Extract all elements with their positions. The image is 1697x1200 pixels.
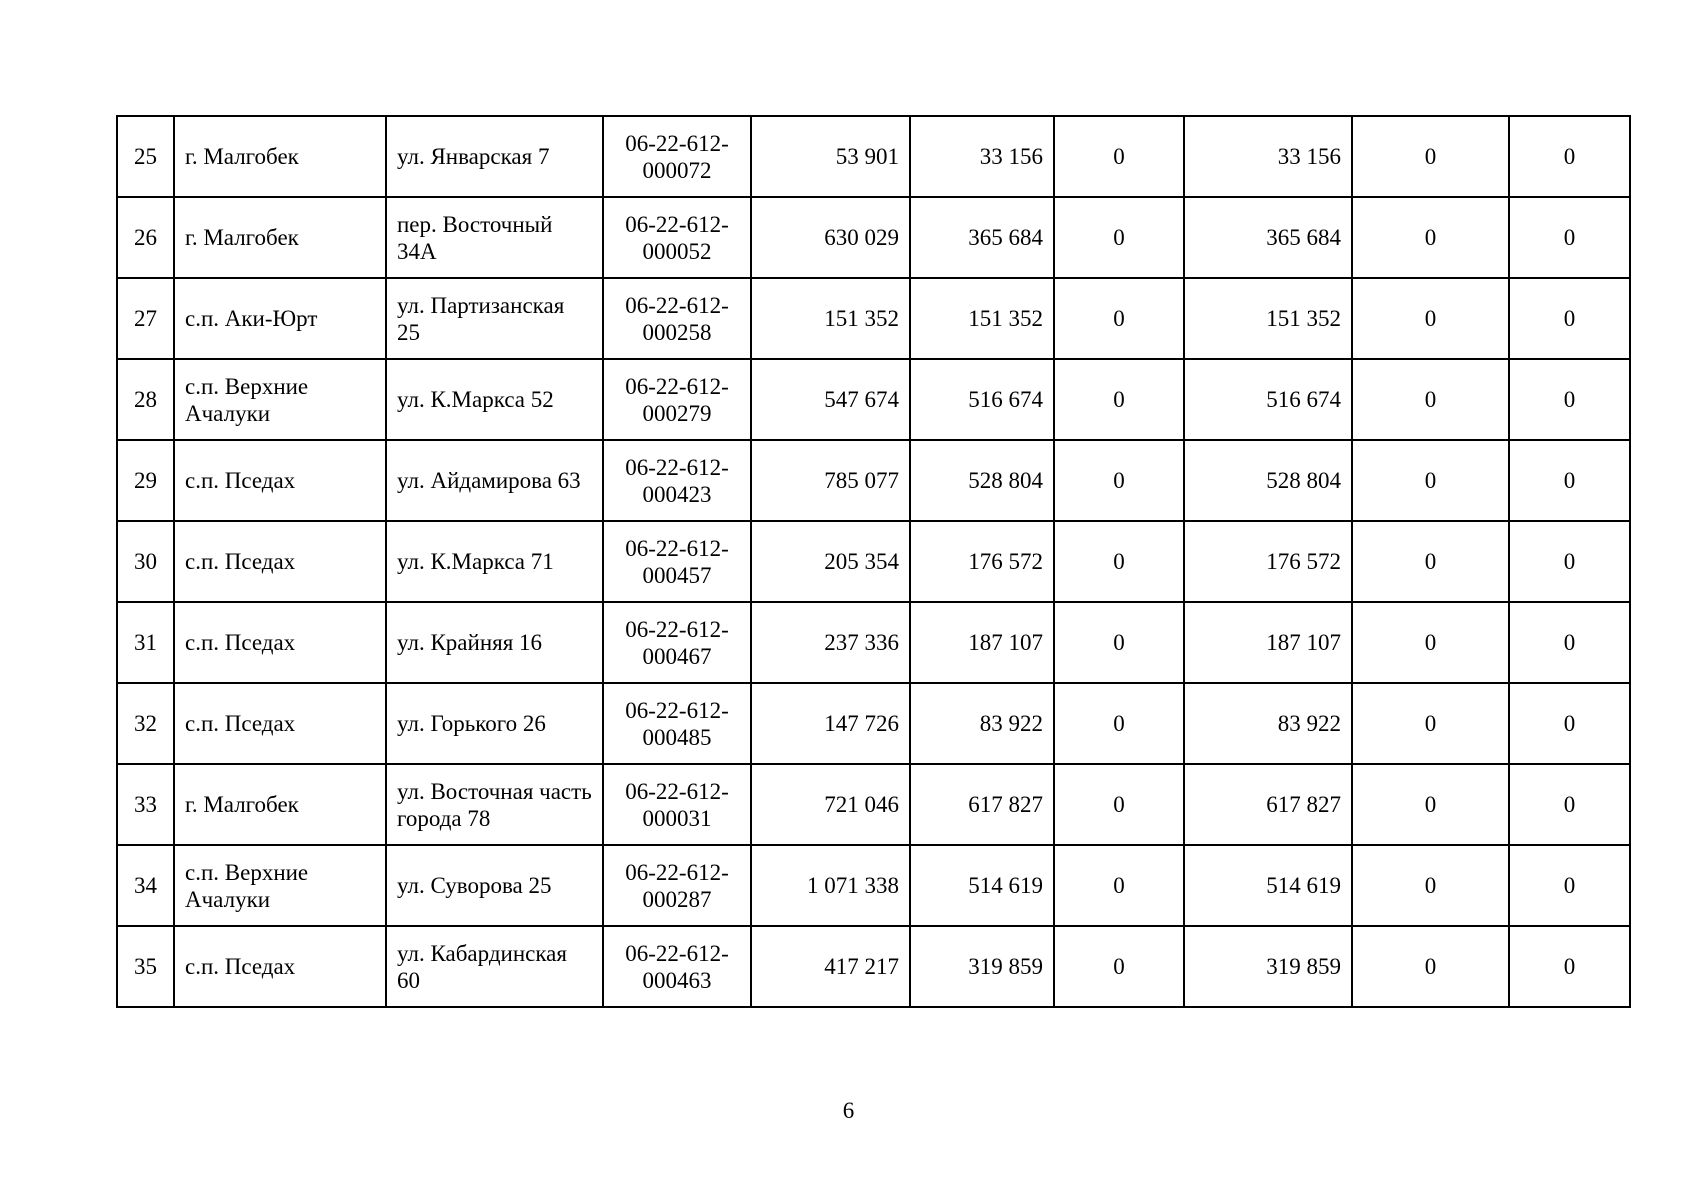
value-3-cell: 0 xyxy=(1054,764,1184,845)
value-6-cell: 0 xyxy=(1509,926,1630,1007)
locality-cell: г. Малгобек xyxy=(174,197,386,278)
value-6-cell: 0 xyxy=(1509,602,1630,683)
identifier-code-cell: 06-22-612-000457 xyxy=(603,521,751,602)
value-1-cell: 721 046 xyxy=(751,764,910,845)
table-body xyxy=(117,116,1630,1007)
row-number-cell: 26 xyxy=(117,197,174,278)
table-row xyxy=(117,278,1630,359)
value-3-cell: 0 xyxy=(1054,926,1184,1007)
value-2-cell: 516 674 xyxy=(910,359,1054,440)
value-2-cell: 151 352 xyxy=(910,278,1054,359)
value-4-cell: 319 859 xyxy=(1184,926,1352,1007)
row-number-cell: 32 xyxy=(117,683,174,764)
locality-cell: с.п. Пседах xyxy=(174,926,386,1007)
locality-cell: с.п. Пседах xyxy=(174,602,386,683)
value-2-cell: 528 804 xyxy=(910,440,1054,521)
locality-cell: с.п. Аки-Юрт xyxy=(174,278,386,359)
value-5-cell: 0 xyxy=(1352,197,1509,278)
table-row xyxy=(117,764,1630,845)
value-4-cell: 33 156 xyxy=(1184,116,1352,197)
locality-cell: г. Малгобек xyxy=(174,764,386,845)
table-row xyxy=(117,440,1630,521)
value-4-cell: 176 572 xyxy=(1184,521,1352,602)
value-1-cell: 785 077 xyxy=(751,440,910,521)
value-2-cell: 319 859 xyxy=(910,926,1054,1007)
row-number-cell: 30 xyxy=(117,521,174,602)
address-cell: ул. Крайняя 16 xyxy=(386,602,603,683)
value-4-cell: 365 684 xyxy=(1184,197,1352,278)
value-3-cell: 0 xyxy=(1054,602,1184,683)
locality-cell: с.п. Пседах xyxy=(174,440,386,521)
locality-cell: с.п. Пседах xyxy=(174,521,386,602)
row-number-cell: 34 xyxy=(117,845,174,926)
value-5-cell: 0 xyxy=(1352,116,1509,197)
identifier-code-cell: 06-22-612-000052 xyxy=(603,197,751,278)
value-3-cell: 0 xyxy=(1054,683,1184,764)
identifier-code-cell: 06-22-612-000287 xyxy=(603,845,751,926)
value-5-cell: 0 xyxy=(1352,845,1509,926)
address-cell: ул. Горького 26 xyxy=(386,683,603,764)
identifier-code-cell: 06-22-612-000072 xyxy=(603,116,751,197)
identifier-code-cell: 06-22-612-000467 xyxy=(603,602,751,683)
value-5-cell: 0 xyxy=(1352,359,1509,440)
value-3-cell: 0 xyxy=(1054,359,1184,440)
address-cell: ул. Суворова 25 xyxy=(386,845,603,926)
row-number-cell: 33 xyxy=(117,764,174,845)
locality-cell: с.п. Верхние Ачалуки xyxy=(174,359,386,440)
value-2-cell: 83 922 xyxy=(910,683,1054,764)
value-4-cell: 151 352 xyxy=(1184,278,1352,359)
address-cell: ул. Восточная часть города 78 xyxy=(386,764,603,845)
row-number-cell: 28 xyxy=(117,359,174,440)
address-cell: ул. Январская 7 xyxy=(386,116,603,197)
table-row xyxy=(117,359,1630,440)
row-number-cell: 27 xyxy=(117,278,174,359)
value-3-cell: 0 xyxy=(1054,521,1184,602)
table-row xyxy=(117,845,1630,926)
identifier-code-cell: 06-22-612-000485 xyxy=(603,683,751,764)
value-6-cell: 0 xyxy=(1509,764,1630,845)
row-number-cell: 31 xyxy=(117,602,174,683)
value-6-cell: 0 xyxy=(1509,197,1630,278)
value-6-cell: 0 xyxy=(1509,278,1630,359)
value-5-cell: 0 xyxy=(1352,926,1509,1007)
table-row xyxy=(117,683,1630,764)
value-2-cell: 33 156 xyxy=(910,116,1054,197)
value-2-cell: 176 572 xyxy=(910,521,1054,602)
value-3-cell: 0 xyxy=(1054,845,1184,926)
value-4-cell: 617 827 xyxy=(1184,764,1352,845)
value-3-cell: 0 xyxy=(1054,278,1184,359)
address-cell: ул. К.Маркса 52 xyxy=(386,359,603,440)
identifier-code-cell: 06-22-612-000463 xyxy=(603,926,751,1007)
identifier-code-cell: 06-22-612-000258 xyxy=(603,278,751,359)
value-5-cell: 0 xyxy=(1352,764,1509,845)
value-4-cell: 83 922 xyxy=(1184,683,1352,764)
row-number-cell: 35 xyxy=(117,926,174,1007)
value-4-cell: 528 804 xyxy=(1184,440,1352,521)
identifier-code-cell: 06-22-612-000423 xyxy=(603,440,751,521)
value-4-cell: 516 674 xyxy=(1184,359,1352,440)
identifier-code-cell: 06-22-612-000031 xyxy=(603,764,751,845)
value-3-cell: 0 xyxy=(1054,116,1184,197)
row-number-cell: 25 xyxy=(117,116,174,197)
value-5-cell: 0 xyxy=(1352,440,1509,521)
address-cell: ул. Айдамирова 63 xyxy=(386,440,603,521)
value-5-cell: 0 xyxy=(1352,602,1509,683)
value-1-cell: 417 217 xyxy=(751,926,910,1007)
identifier-code-cell: 06-22-612-000279 xyxy=(603,359,751,440)
value-5-cell: 0 xyxy=(1352,521,1509,602)
table-row xyxy=(117,602,1630,683)
value-4-cell: 187 107 xyxy=(1184,602,1352,683)
value-1-cell: 147 726 xyxy=(751,683,910,764)
road-register-table xyxy=(116,115,1631,1008)
value-6-cell: 0 xyxy=(1509,683,1630,764)
table-row xyxy=(117,197,1630,278)
locality-cell: с.п. Верхние Ачалуки xyxy=(174,845,386,926)
page-number: 6 xyxy=(842,1098,855,1123)
value-6-cell: 0 xyxy=(1509,845,1630,926)
value-1-cell: 1 071 338 xyxy=(751,845,910,926)
table-row xyxy=(117,116,1630,197)
table-row xyxy=(117,926,1630,1007)
value-1-cell: 237 336 xyxy=(751,602,910,683)
value-2-cell: 514 619 xyxy=(910,845,1054,926)
value-2-cell: 187 107 xyxy=(910,602,1054,683)
row-number-cell: 29 xyxy=(117,440,174,521)
value-2-cell: 365 684 xyxy=(910,197,1054,278)
value-5-cell: 0 xyxy=(1352,683,1509,764)
address-cell: пер. Восточный 34А xyxy=(386,197,603,278)
value-2-cell: 617 827 xyxy=(910,764,1054,845)
value-5-cell: 0 xyxy=(1352,278,1509,359)
value-6-cell: 0 xyxy=(1509,116,1630,197)
locality-cell: г. Малгобек xyxy=(174,116,386,197)
value-1-cell: 53 901 xyxy=(751,116,910,197)
address-cell: ул. Кабардинская 60 xyxy=(386,926,603,1007)
locality-cell: с.п. Пседах xyxy=(174,683,386,764)
value-6-cell: 0 xyxy=(1509,359,1630,440)
value-3-cell: 0 xyxy=(1054,197,1184,278)
value-1-cell: 205 354 xyxy=(751,521,910,602)
value-4-cell: 514 619 xyxy=(1184,845,1352,926)
value-1-cell: 151 352 xyxy=(751,278,910,359)
address-cell: ул. К.Маркса 71 xyxy=(386,521,603,602)
table-row xyxy=(117,521,1630,602)
value-1-cell: 547 674 xyxy=(751,359,910,440)
value-6-cell: 0 xyxy=(1509,440,1630,521)
address-cell: ул. Партизанская 25 xyxy=(386,278,603,359)
value-3-cell: 0 xyxy=(1054,440,1184,521)
value-6-cell: 0 xyxy=(1509,521,1630,602)
value-1-cell: 630 029 xyxy=(751,197,910,278)
